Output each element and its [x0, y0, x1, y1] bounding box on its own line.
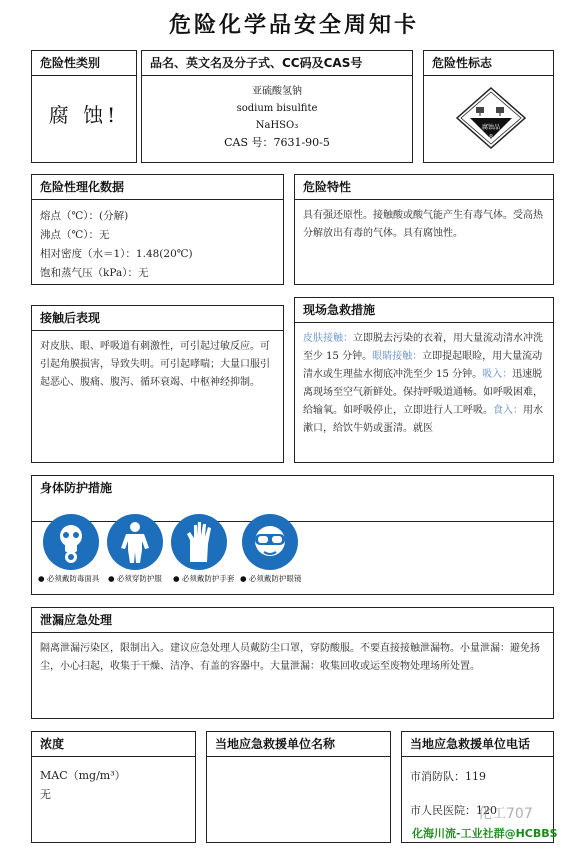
hazard-class-value: 腐 蚀!	[48, 103, 120, 127]
first-aid-text	[303, 330, 545, 438]
contact-header: 接触后表现	[32, 306, 283, 331]
hazard-class-section	[31, 50, 137, 163]
phones-header: 当地应急救援单位电话	[402, 732, 553, 757]
concentration-section	[31, 731, 196, 843]
first-aid-header: 现场急救措施	[295, 298, 553, 323]
contact-section	[31, 305, 284, 463]
inhalation-text: 迅速脱离现场至空气新鲜处。保持呼吸道通畅。如呼吸困难，给输氧。如呼吸停止，立即进行人工呼吸。	[303, 369, 543, 416]
physchem-section	[31, 174, 284, 285]
eye-contact-label: 眼睛接触：	[372, 351, 423, 362]
local-unit-section	[206, 731, 391, 843]
hazard-props-section	[294, 174, 554, 285]
spill-section	[31, 607, 554, 719]
names-section	[141, 50, 413, 163]
physchem-line: 沸点（℃）：无	[40, 229, 110, 241]
corrosive-hazard-icon	[456, 87, 526, 149]
watermark-text: 化海川流-工业社群@HCBBS	[412, 827, 558, 840]
hospital-phone: 市人民医院：120	[410, 804, 497, 817]
chemical-formula: NaHSO₃	[255, 120, 299, 131]
concentration-header: 浓度	[32, 732, 195, 757]
physchem-header: 危险性理化数据	[32, 175, 283, 200]
gas-mask-icon	[43, 514, 99, 570]
chemical-name-cn: 亚硫酸氢钠	[252, 86, 302, 97]
ppe-caption-gas-mask: ● 必须戴防毒面具	[38, 574, 100, 583]
spill-header: 泄漏应急处理	[32, 608, 553, 633]
first-aid-section	[294, 297, 554, 463]
page-title: 危险化学品安全周知卡	[168, 13, 419, 38]
names-header: 品名、英文名及分子式、CC码及CAS号	[142, 51, 412, 76]
chemical-name-en: sodium bisulfite	[236, 103, 318, 114]
fire-dept-phone: 市消防队：119	[410, 770, 486, 783]
protective-suit-icon	[107, 514, 163, 570]
protective-gloves-icon	[171, 514, 227, 570]
physchem-line: 相对密度（水＝1）：1.48(20℃)	[40, 248, 193, 260]
ppe-caption-suit: ● 必须穿防护服	[108, 574, 162, 583]
hazard-props-header: 危险特性	[295, 175, 553, 200]
local-unit-header: 当地应急救援单位名称	[207, 732, 390, 757]
hazard-sign-label: 腐蚀品	[481, 124, 501, 131]
ppe-header: 身体防护措施	[40, 481, 113, 495]
spill-text: 隔离泄漏污染区，限制出入。建议应急处理人员戴防尘口罩，穿防酸服。不要直接接触泄漏物。小量泄漏：避免扬尘，小心扫起，收集于干燥、洁净、有盖的容器中。大量泄漏：收集回收或运至废物处理场所处置。	[40, 643, 540, 672]
ingestion-label: 食入：	[493, 405, 523, 416]
hazard-class-header: 危险性类别	[32, 51, 136, 76]
cas-number: CAS 号：7631-90-5	[224, 136, 330, 149]
physchem-line: 饱和蒸气压（kPa）：无	[40, 267, 149, 279]
hazard-sign-section	[423, 50, 554, 163]
mac-value: 无	[40, 788, 51, 801]
ingestion-text: 用水漱口，给饮牛奶或蛋清。就医	[303, 405, 543, 434]
ppe-caption-gloves: ● 必须戴防护手套	[173, 574, 235, 583]
watermark-brand: 化工707	[478, 806, 533, 822]
mac-label: MAC（mg/m³）	[40, 769, 126, 782]
hazard-props-text: 具有强还原性。接触酸或酸气能产生有毒气体。受高热分解放出有毒的气体。具有腐蚀性。	[303, 210, 543, 239]
physchem-line: 熔点（℃）：(分解)	[40, 210, 129, 222]
inhalation-label: 吸入：	[482, 369, 513, 380]
safety-goggles-icon	[242, 514, 298, 570]
ppe-caption-goggles: ● 必须戴防护眼镜	[240, 574, 302, 583]
skin-contact-text: 立即脱去污染的衣着，用大量流动清水冲洗至少 15 分钟。	[303, 333, 543, 362]
skin-contact-label: 皮肤接触：	[303, 333, 353, 344]
eye-contact-text: 立即提起眼睑，用大量流动清水或生理盐水彻底冲洗至少 15 分钟。	[303, 351, 543, 380]
hazard-sign-header: 危险性标志	[424, 51, 553, 76]
hazard-sign-number: 8	[489, 134, 493, 141]
contact-text: 对皮肤、眼、呼吸道有刺激性，可引起过敏反应。可引起角膜损害，导致失明。可引起哮喘；大量口服引起恶心、腹痛、腹泻、循环衰竭、中枢神经抑制。	[40, 341, 270, 388]
